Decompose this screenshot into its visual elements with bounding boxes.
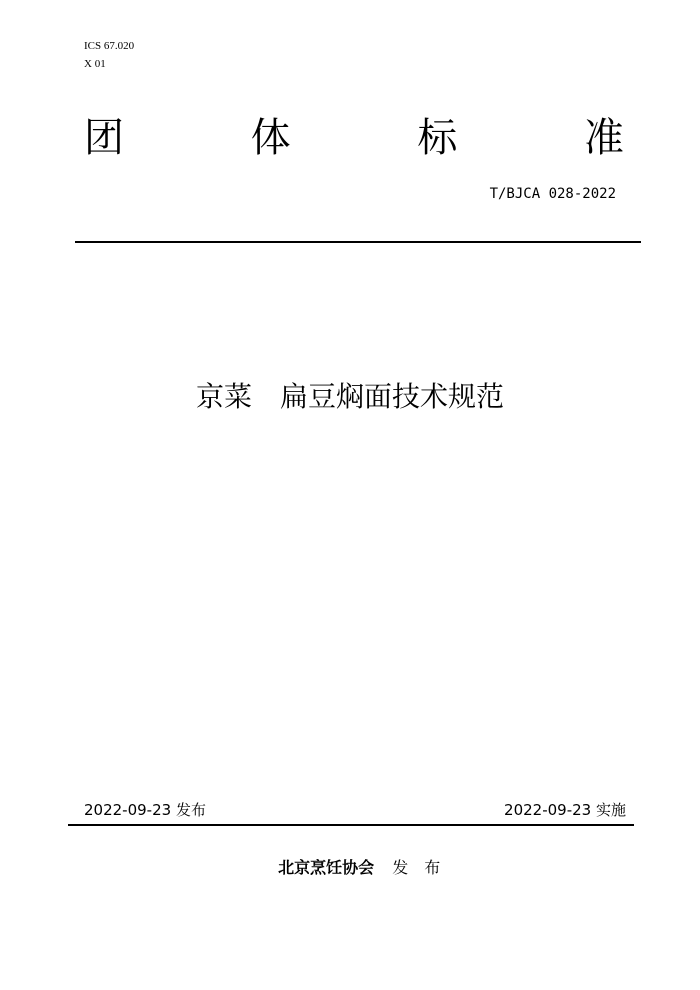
standard-type-char: 准 [583,115,624,161]
footer-divider [68,824,634,826]
standard-type-char: 团 [84,115,124,161]
classification-codes [84,37,134,73]
standard-code: T/BJCA 028-2022 [489,186,616,202]
ccs-code: X 01 [84,58,106,70]
standard-type-char: 体 [250,115,291,161]
publisher-line [268,835,456,879]
publish-label: 发布 [392,858,457,877]
implementation-date: 2022-09-23 实施 [504,801,626,819]
publisher-name: 北京烹饪协会 [278,858,375,877]
ics-code: ICS 67.020 [84,40,135,52]
standard-type-char: 标 [417,115,458,161]
document-title: 京菜 扁豆焖面技术规范 [195,380,504,413]
standard-type-heading [84,112,624,164]
issue-date: 2022-09-23 发布 [84,801,206,819]
header-divider [75,241,641,243]
